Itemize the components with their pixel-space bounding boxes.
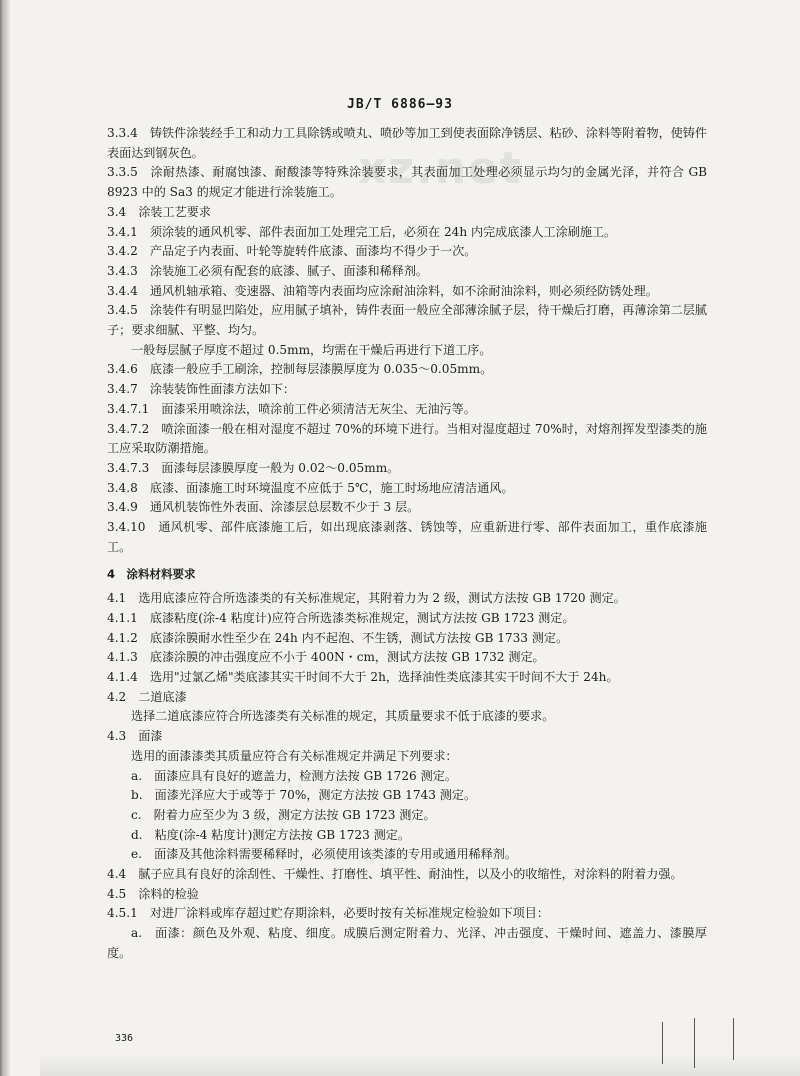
paragraph: 4.4 腻子应具有良好的涂刮性、干燥性、打磨性、填平性、耐油性，以及小的收缩性，对涂料的附着力强。 xyxy=(107,867,683,882)
paragraph: a. 面漆应具有良好的遮盖力，检测方法按 GB 1726 测定。 xyxy=(131,768,457,783)
scan-edge-bottom xyxy=(40,1054,800,1076)
paragraph: 3.4.8 底漆、面漆施工时环境温度不应低于 5℃，施工时场地应清洁通风。 xyxy=(107,480,514,495)
paragraph: 4.2 二道底漆 xyxy=(107,689,187,704)
paragraph: 4.3 面漆 xyxy=(107,729,163,744)
paragraph: 3.4.2 产品定子内表面、叶轮等旋转件底漆、面漆均不得少于一次。 xyxy=(107,244,477,259)
paragraph: 3.4.5 涂装件有明显凹陷处，应用腻子填补，铸件表面一般应全部薄涂腻子层，待干燥后打磨，再薄涂第二层腻子；要求细腻、平整、均匀。 xyxy=(107,303,707,338)
paragraph: 3.4.3 涂装施工必须有配套的底漆、腻子、面漆和稀释剂。 xyxy=(107,263,429,278)
scan-mark xyxy=(733,1018,734,1060)
paragraph: 3.4.4 通风机轴承箱、变速器、油箱等内表面均应涂耐油涂料，如不涂耐油涂料，则必须经防锈处理。 xyxy=(107,283,658,298)
paragraph: d. 粘度(涂-4 粘度计)测定方法按 GB 1723 测定。 xyxy=(131,827,410,842)
paragraph: 选用的面漆漆类其质量应符合有关标准规定并满足下列要求： xyxy=(131,748,458,763)
scan-mark xyxy=(694,1018,695,1068)
paragraph: 3.4.1 须涂装的通风机零、部件表面加工处理完工后，必须在 24h 内完成底漆人工涂刷施工。 xyxy=(107,224,617,239)
paragraph: 4.1.3 底漆涂膜的冲击强度应不小于 400N・cm，测试方法按 GB 1732 测定。 xyxy=(107,650,545,665)
paragraph: 3.3.5 涂耐热漆、耐腐蚀漆、耐酸漆等特殊涂装要求，其表面加工处理必须显示均匀的金属光泽，并符合 GB 8923 中的 Sa3 的规定才能进行涂装施工。 xyxy=(107,165,711,200)
standard-header: JB/T 6886—93 xyxy=(347,97,453,112)
watermark: xz.net xyxy=(358,143,523,194)
paragraph: e. 面漆及其他涂料需要稀释时，必须使用该类漆的专用或通用稀释剂。 xyxy=(131,847,517,862)
paragraph: 3.4.7.3 面漆每层漆膜厚度一般为 0.02～0.05mm。 xyxy=(107,460,400,475)
paragraph: 3.4 涂装工艺要求 xyxy=(107,204,211,219)
scan-edge-left xyxy=(0,0,10,1076)
paragraph: 4.1 选用底漆应符合所选漆类的有关标准规定，其附着力为 2 级，测试方法按 GB 1720 测定。 xyxy=(107,591,626,606)
paragraph: 3.4.10 通风机零、部件底漆施工后，如出现底漆剥落、锈蚀等，应重新进行零、部件表面加工，重作底漆施工。 xyxy=(107,520,707,554)
paragraph: 4.5.1 对进厂涂料或库存超过贮存期涂料，必要时按有关标准规定检验如下项目： xyxy=(107,906,549,921)
paragraph: 4.1.1 底漆粘度(涂-4 粘度计)应符合所选漆类标准规定，测试方法按 GB 1723 测定。 xyxy=(107,610,575,625)
paragraph: 4.1.4 选用"过氯乙烯"类底漆其实干时间不大于 2h，选择油性类底漆其实干时间不大于 24h。 xyxy=(107,669,619,684)
paragraph: b. 面漆光泽应大于或等于 70%，测定方法按 GB 1743 测定。 xyxy=(131,788,477,803)
paragraph: 3.3.4 铸铁件涂装经手工和动力工具除锈或喷丸、喷砂等加工到使表面除净锈层、粘砂、涂料等附着物，使铸件表面达到钢灰色。 xyxy=(107,126,707,160)
paragraph: c. 附着力应至少为 3 级，测定方法按 GB 1723 测定。 xyxy=(131,807,436,822)
paragraph: 一般每层腻子厚度不超过 0.5mm，均需在干燥后再进行下道工序。 xyxy=(131,342,492,357)
scan-mark xyxy=(662,1022,663,1064)
paragraph: a. 面漆：颜色及外观、粘度、细度。成膜后测定附着力、光泽、冲击强度、干燥时间、遮盖力、漆膜厚度。 xyxy=(107,926,707,960)
paragraph: 选择二道底漆应符合所选漆类有关标准的规定，其质量要求不低于底漆的要求。 xyxy=(131,709,555,724)
paragraph: 3.4.6 底漆一般应手工刷涂，控制每层漆膜厚度为 0.035～0.05mm。 xyxy=(107,362,493,377)
paragraph: 3.4.7.1 面漆采用喷涂法，喷涂前工件必须清洁无灰尘、无油污等。 xyxy=(107,401,476,416)
section-heading: 4 涂料材料要求 xyxy=(107,567,196,582)
paragraph: 3.4.7.2 喷涂面漆一般在相对湿度不超过 70%的环境下进行。当相对湿度超过 70%时，对熔剂挥发型漆类的施工应采取防潮措施。 xyxy=(107,421,707,456)
paragraph: 3.4.9 通风机装饰性外表面、涂漆层总层数不少于 3 层。 xyxy=(107,500,420,515)
document-body xyxy=(107,124,711,964)
paragraph: 4.5 涂料的检验 xyxy=(107,886,199,901)
paragraph: 3.4.7 涂装装饰性面漆方法如下： xyxy=(107,382,295,397)
page-number: 336 xyxy=(115,1033,134,1044)
paragraph: 4.1.2 底漆涂膜耐水性至少在 24h 内不起泡、不生锈，测试方法按 GB 1733 测定。 xyxy=(107,630,569,645)
